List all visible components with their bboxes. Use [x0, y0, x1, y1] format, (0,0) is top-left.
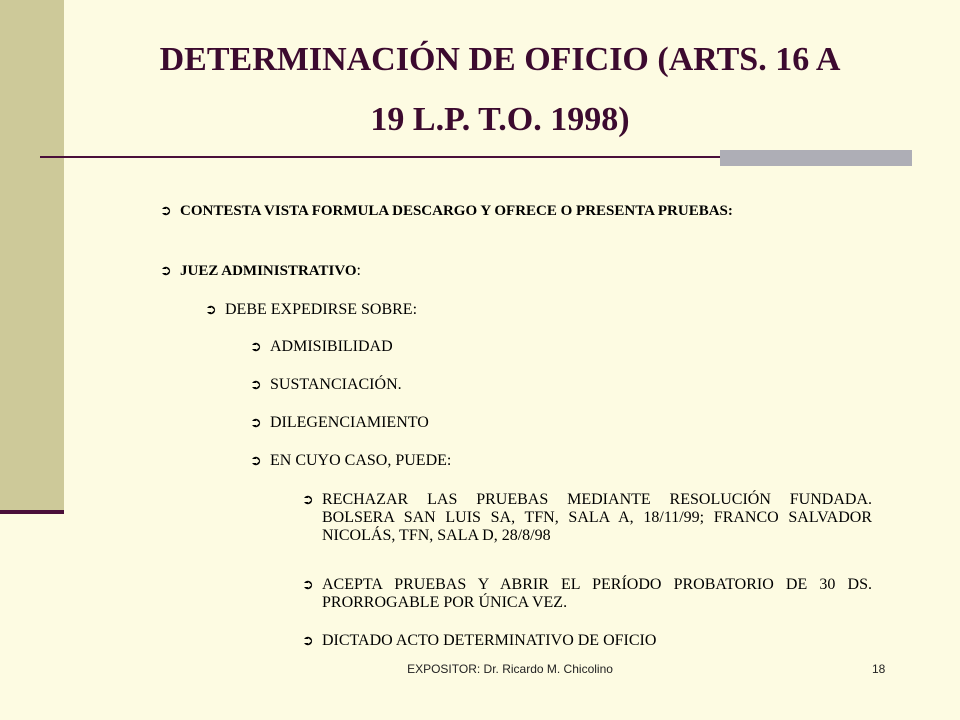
arrow-bullet-icon: ➲: [160, 203, 172, 219]
bullet-text: DEBE EXPEDIRSE SOBRE:: [225, 301, 418, 318]
bullet-text: SUSTANCIACIÓN.: [270, 376, 402, 393]
arrow-bullet-icon: ➲: [250, 453, 262, 469]
bullet-text: CONTESTA VISTA FORMULA DESCARGO Y OFRECE O PRESENTA PRUEBAS:: [180, 203, 733, 219]
bullet-text: DICTADO ACTO DETERMINATIVO DE OFICIO: [322, 632, 657, 649]
arrow-bullet-icon: ➲: [302, 633, 314, 649]
bullet-contesta-vista: [160, 202, 860, 220]
bullet-rechazar-pruebas: [302, 491, 872, 545]
bullet-text: ACEPTA PRUEBAS Y ABRIR EL PERÍODO PROBATORIO DE 30 DS. PRORROGABLE POR ÚNICA VEZ.: [322, 576, 872, 611]
bullet-text: ADMISIBILIDAD: [270, 338, 393, 355]
bullet-sustanciacion: [250, 376, 800, 394]
bullet-text: EN CUYO CASO, PUEDE:: [270, 452, 452, 469]
slide-title: [100, 30, 900, 150]
title-line-1: DETERMINACIÓN DE OFICIO (ARTS. 16 A: [159, 41, 841, 78]
bullet-debe-expedirse: [205, 301, 805, 319]
bullet-dilegenciamiento: [250, 414, 800, 432]
footer-expositor: EXPOSITOR: Dr. Ricardo M. Chicolino: [407, 662, 613, 676]
page-number: 18: [872, 662, 886, 676]
left-bar-underline: [0, 510, 64, 514]
title-accent-bar: [720, 150, 912, 166]
left-decorative-bar: [0, 0, 64, 513]
bullet-text: RECHAZAR LAS PRUEBAS MEDIANTE RESOLUCIÓN FUNDADA. BOLSERA SAN LUIS SA, TFN, SALA A, 18/11/99; FRANCO SALVADOR NICOLÁS, TFN, SALA D, 28/8/98: [322, 491, 872, 544]
bullet-dictado-acto: [302, 632, 872, 650]
arrow-bullet-icon: ➲: [302, 492, 314, 508]
bullet-suffix: :: [356, 262, 361, 279]
arrow-bullet-icon: ➲: [250, 377, 262, 393]
bullet-admisibilidad: [250, 338, 800, 356]
arrow-bullet-icon: ➲: [302, 577, 314, 593]
bullet-en-cuyo-caso: [250, 452, 800, 470]
arrow-bullet-icon: ➲: [160, 263, 172, 279]
arrow-bullet-icon: ➲: [205, 302, 217, 318]
bullet-text: DILEGENCIAMIENTO: [270, 414, 429, 431]
title-line-2: 19 L.P. T.O. 1998): [370, 101, 630, 138]
bullet-juez-administrativo: [160, 262, 860, 280]
arrow-bullet-icon: ➲: [250, 415, 262, 431]
bullet-text: JUEZ ADMINISTRATIVO: [180, 263, 357, 279]
bullet-acepta-pruebas: [302, 576, 872, 612]
arrow-bullet-icon: ➲: [250, 339, 262, 355]
